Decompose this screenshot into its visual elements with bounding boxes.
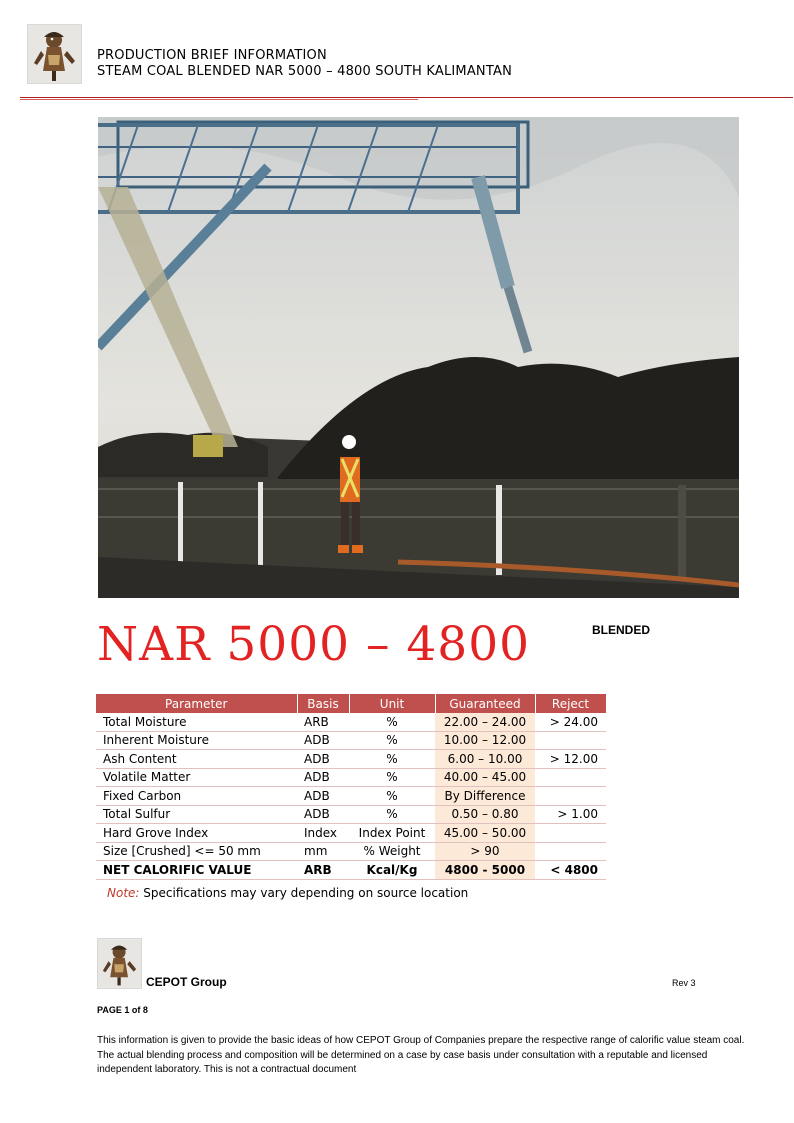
cell-basis: ADB [297, 768, 349, 787]
cell-unit: % [349, 805, 435, 824]
cell-parameter: Inherent Moisture [96, 731, 297, 750]
cell-parameter: Total Moisture [96, 713, 297, 731]
table-row [96, 824, 606, 843]
cell-basis: ARB [297, 713, 349, 731]
cell-parameter: Hard Grove Index [96, 824, 297, 843]
cell-parameter: Size [Crushed] <= 50 mm [96, 842, 297, 861]
cell-basis: ADB [297, 805, 349, 824]
company-name: CEPOT Group [146, 975, 227, 989]
cell-parameter: Total Sulfur [96, 805, 297, 824]
table-row [96, 805, 606, 824]
col-header-basis: Basis [297, 694, 349, 713]
header-title: PRODUCTION BRIEF INFORMATION [97, 48, 327, 63]
cell-parameter: NET CALORIFIC VALUE [96, 861, 297, 880]
cell-unit: % [349, 768, 435, 787]
table-row [96, 750, 606, 769]
cell-unit: % [349, 713, 435, 731]
cell-unit: % [349, 750, 435, 769]
cell-guaranteed: > 90 [435, 842, 535, 861]
disclaimer-text: This information is given to provide the basic ideas of how CEPOT Group of Companies prepare the respective range of calorific value steam coal. The actual blending process and composition will be determined on a case by case basis under consultation with a reputable and licensed independent laboratory. This is not a contractual document [97, 1035, 745, 1075]
coal-stockpile-photo [98, 117, 739, 598]
cell-reject: > 24.00 [535, 713, 606, 731]
table-row [96, 713, 606, 731]
product-headline: NAR 5000 – 4800 [97, 617, 530, 672]
cell-guaranteed: 4800 - 5000 [435, 861, 535, 880]
cell-parameter: Ash Content [96, 750, 297, 769]
cell-basis: Index [297, 824, 349, 843]
col-header-unit: Unit [349, 694, 435, 713]
product-tag: BLENDED [592, 623, 651, 637]
cell-guaranteed: 10.00 – 12.00 [435, 731, 535, 750]
company-logo-bottom [97, 938, 142, 989]
company-logo-top [27, 24, 82, 84]
cell-unit: % Weight [349, 842, 435, 861]
col-header-parameter: Parameter [96, 694, 297, 713]
cell-guaranteed: By Difference [435, 787, 535, 806]
cell-reject [535, 768, 606, 787]
header-subtitle: STEAM COAL BLENDED NAR 5000 – 4800 SOUTH KALIMANTAN [97, 64, 513, 79]
page-number: PAGE 1 of 8 [97, 1005, 148, 1015]
cell-guaranteed: 6.00 – 10.00 [435, 750, 535, 769]
cell-guaranteed: 0.50 – 0.80 [435, 805, 535, 824]
cell-reject [535, 787, 606, 806]
spec-table-header-row [96, 694, 606, 713]
header-divider-secondary [20, 99, 418, 100]
cell-reject: < 4800 [535, 861, 606, 880]
cell-parameter: Volatile Matter [96, 768, 297, 787]
cell-reject [535, 842, 606, 861]
cell-basis: ADB [297, 731, 349, 750]
header-divider [20, 97, 793, 98]
col-header-reject: Reject [535, 694, 606, 713]
table-row [96, 787, 606, 806]
cell-reject: > 1.00 [535, 805, 606, 824]
cell-guaranteed: 22.00 – 24.00 [435, 713, 535, 731]
spec-note [107, 886, 468, 900]
cell-parameter: Fixed Carbon [96, 787, 297, 806]
cell-unit: Index Point [349, 824, 435, 843]
spec-table [96, 694, 607, 880]
cell-basis: ADB [297, 787, 349, 806]
cell-basis: ARB [297, 861, 349, 880]
cell-reject [535, 824, 606, 843]
cell-reject: > 12.00 [535, 750, 606, 769]
revision-label: Rev 3 [672, 978, 696, 988]
puppet-logo-icon [28, 25, 81, 83]
cell-unit: % [349, 731, 435, 750]
cell-guaranteed: 40.00 – 45.00 [435, 768, 535, 787]
puppet-logo-icon [98, 939, 141, 988]
table-row-calorific [96, 861, 606, 880]
cell-guaranteed: 45.00 – 50.00 [435, 824, 535, 843]
cell-basis: ADB [297, 750, 349, 769]
table-row [96, 731, 606, 750]
col-header-guaranteed: Guaranteed [435, 694, 535, 713]
cell-unit: Kcal/Kg [349, 861, 435, 880]
table-row [96, 842, 606, 861]
cell-basis: mm [297, 842, 349, 861]
note-label: Note: [107, 886, 140, 900]
table-row [96, 768, 606, 787]
cell-reject [535, 731, 606, 750]
cell-unit: % [349, 787, 435, 806]
note-text: Specifications may vary depending on source location [139, 886, 469, 900]
